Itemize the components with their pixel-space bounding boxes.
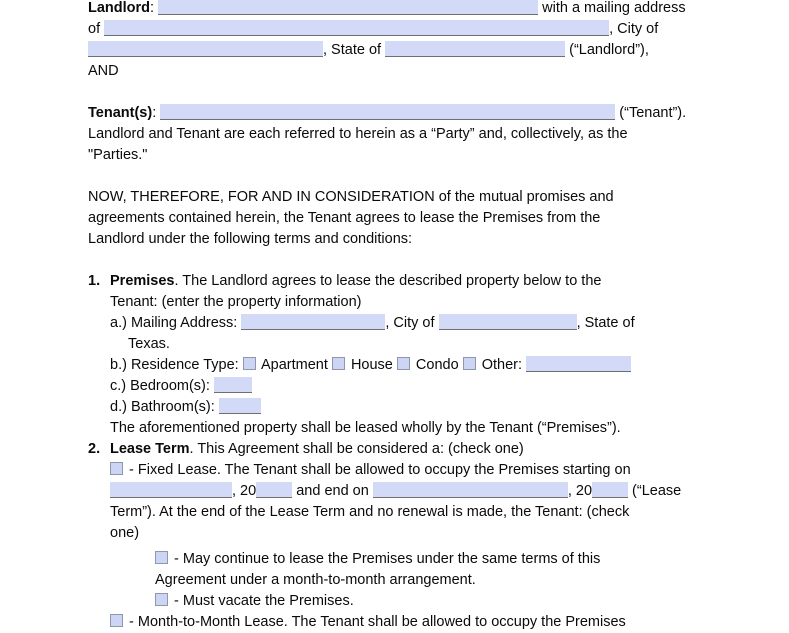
other-label: Other: xyxy=(481,357,523,373)
premises-footer-text: The aforementioned property shall be leased wholly by the Tenant (“Premises”). xyxy=(110,420,621,436)
lease-term-one-line xyxy=(110,523,704,544)
section-lease-term xyxy=(88,439,704,633)
option-continue-line-2 xyxy=(110,570,704,591)
lease-term-renewal-line xyxy=(110,502,704,523)
month-to-month-text: - Month-to-Month Lease. The Tenant shall be allowed to occupy the Premises xyxy=(129,614,626,630)
fixed-lease-dates-line xyxy=(110,481,704,502)
premises-enter-info-text: Tenant: (enter the property information) xyxy=(110,294,362,310)
of-text: of xyxy=(88,21,101,37)
other-residence-field[interactable] xyxy=(526,356,631,372)
continue-lease-checkbox[interactable] xyxy=(155,551,168,564)
continue-lease-text-2: Agreement under a month-to-month arrangement. xyxy=(155,572,476,588)
section-premises xyxy=(88,271,704,439)
apartment-label: Apartment xyxy=(260,357,328,373)
fixed-lease-line-1 xyxy=(110,460,704,481)
consideration-text-1: NOW, THEREFORE, FOR AND IN CONSIDERATION of the mutual promises and xyxy=(88,189,614,205)
vacate-premises-checkbox[interactable] xyxy=(155,593,168,606)
tenant-label: Tenant(s) xyxy=(88,105,153,121)
property-state-of-text: , State of xyxy=(576,315,635,331)
premises-line-c xyxy=(110,376,704,397)
term-renewal-text: Term”). At the end of the Lease Term and no renewal is made, the Tenant: (check xyxy=(110,504,630,520)
premises-line-1 xyxy=(110,271,704,292)
landlord-label: Landlord xyxy=(88,0,151,16)
month-to-month-line xyxy=(110,612,704,633)
consideration-line-2 xyxy=(88,208,704,229)
consideration-line-3 xyxy=(88,229,704,250)
lease-open-paren-text: (“Lease xyxy=(632,483,682,499)
bedrooms-label: c.) Bedroom(s): xyxy=(110,378,210,394)
landlord-paragraph xyxy=(88,0,704,82)
and-end-on-text: and end on xyxy=(296,483,369,499)
one-text: one) xyxy=(110,525,140,541)
texas-text: Texas. xyxy=(128,336,170,352)
month-to-month-checkbox[interactable] xyxy=(110,614,123,627)
tenant-colon: : xyxy=(152,105,157,121)
landlord-line-4 xyxy=(88,61,704,82)
consideration-paragraph xyxy=(88,187,704,250)
bathrooms-label: d.) Bathroom(s): xyxy=(110,399,215,415)
comma-20-start-text: , 20 xyxy=(232,483,257,499)
landlord-colon: : xyxy=(150,0,155,16)
property-city-of-text: , City of xyxy=(385,315,435,331)
tenant-line-3 xyxy=(88,145,704,166)
mailing-address-label: a.) Mailing Address: xyxy=(110,315,238,331)
party-text: Landlord and Tenant are each referred to herein as a “Party” and, collectively, as the xyxy=(88,126,628,142)
city-of-text: , City of xyxy=(609,21,659,37)
continue-lease-text: - May continue to lease the Premises under the same terms of this xyxy=(174,551,601,567)
parties-text: "Parties." xyxy=(88,147,148,163)
landlord-line-2 xyxy=(88,19,704,40)
comma-20-end-text: , 20 xyxy=(567,483,593,499)
bedrooms-field[interactable] xyxy=(214,377,252,393)
end-year-field[interactable] xyxy=(592,482,628,498)
state-of-text: , State of xyxy=(323,42,382,58)
end-date-field[interactable] xyxy=(373,482,568,498)
start-date-field[interactable] xyxy=(110,482,232,498)
tenant-name-field[interactable] xyxy=(160,104,615,120)
property-address-field[interactable] xyxy=(241,314,385,330)
tenant-line-1 xyxy=(88,103,704,124)
house-checkbox[interactable] xyxy=(332,357,345,370)
premises-line-b xyxy=(110,355,704,376)
vacate-premises-text: - Must vacate the Premises. xyxy=(174,593,354,609)
landlord-line-3 xyxy=(88,40,704,61)
condo-label: Condo xyxy=(415,357,459,373)
tenant-paragraph xyxy=(88,103,704,166)
fixed-lease-checkbox[interactable] xyxy=(110,462,123,475)
residence-type-label: b.) Residence Type: xyxy=(110,357,239,373)
premises-line-a xyxy=(110,313,704,334)
premises-line-texas xyxy=(110,334,704,355)
tenant-paren-text: (“Tenant”). xyxy=(619,105,687,121)
landlord-city-field[interactable] xyxy=(88,41,323,57)
premises-title-rest: . The Landlord agrees to lease the described property below to the xyxy=(174,273,602,289)
lease-term-title: Lease Term xyxy=(110,441,190,457)
premises-line-2 xyxy=(110,292,704,313)
option-vacate-line xyxy=(110,591,704,612)
option-continue-line-1 xyxy=(110,549,704,570)
landlord-paren-text: (“Landlord”), xyxy=(569,42,649,58)
lease-agreement-body xyxy=(88,0,704,633)
landlord-name-field[interactable] xyxy=(158,0,538,15)
landlord-address-field[interactable] xyxy=(104,20,609,36)
lease-term-line-1 xyxy=(110,439,704,460)
apartment-checkbox[interactable] xyxy=(243,357,256,370)
and-text: AND xyxy=(88,63,119,79)
consideration-line-1 xyxy=(88,187,704,208)
other-checkbox[interactable] xyxy=(463,357,476,370)
tenant-line-2 xyxy=(88,124,704,145)
lease-term-title-rest: . This Agreement shall be considered a: (check one) xyxy=(189,441,524,457)
fixed-lease-text: - Fixed Lease. The Tenant shall be allowed to occupy the Premises starting on xyxy=(129,462,631,478)
bathrooms-field[interactable] xyxy=(219,398,261,414)
premises-line-d xyxy=(110,397,704,418)
condo-checkbox[interactable] xyxy=(397,357,410,370)
consideration-text-3: Landlord under the following terms and conditions: xyxy=(88,231,413,247)
consideration-text-2: agreements contained herein, the Tenant agrees to lease the Premises from the xyxy=(88,210,601,226)
house-label: House xyxy=(350,357,393,373)
landlord-state-field[interactable] xyxy=(385,41,565,57)
section-2-number: 2. xyxy=(88,441,101,457)
landlord-line-1 xyxy=(88,0,704,19)
start-year-field[interactable] xyxy=(256,482,292,498)
premises-footer-line xyxy=(110,418,704,439)
section-1-number: 1. xyxy=(88,273,101,289)
premises-title: Premises xyxy=(110,273,175,289)
property-city-field[interactable] xyxy=(439,314,577,330)
mailing-address-text: with a mailing address xyxy=(542,0,686,16)
